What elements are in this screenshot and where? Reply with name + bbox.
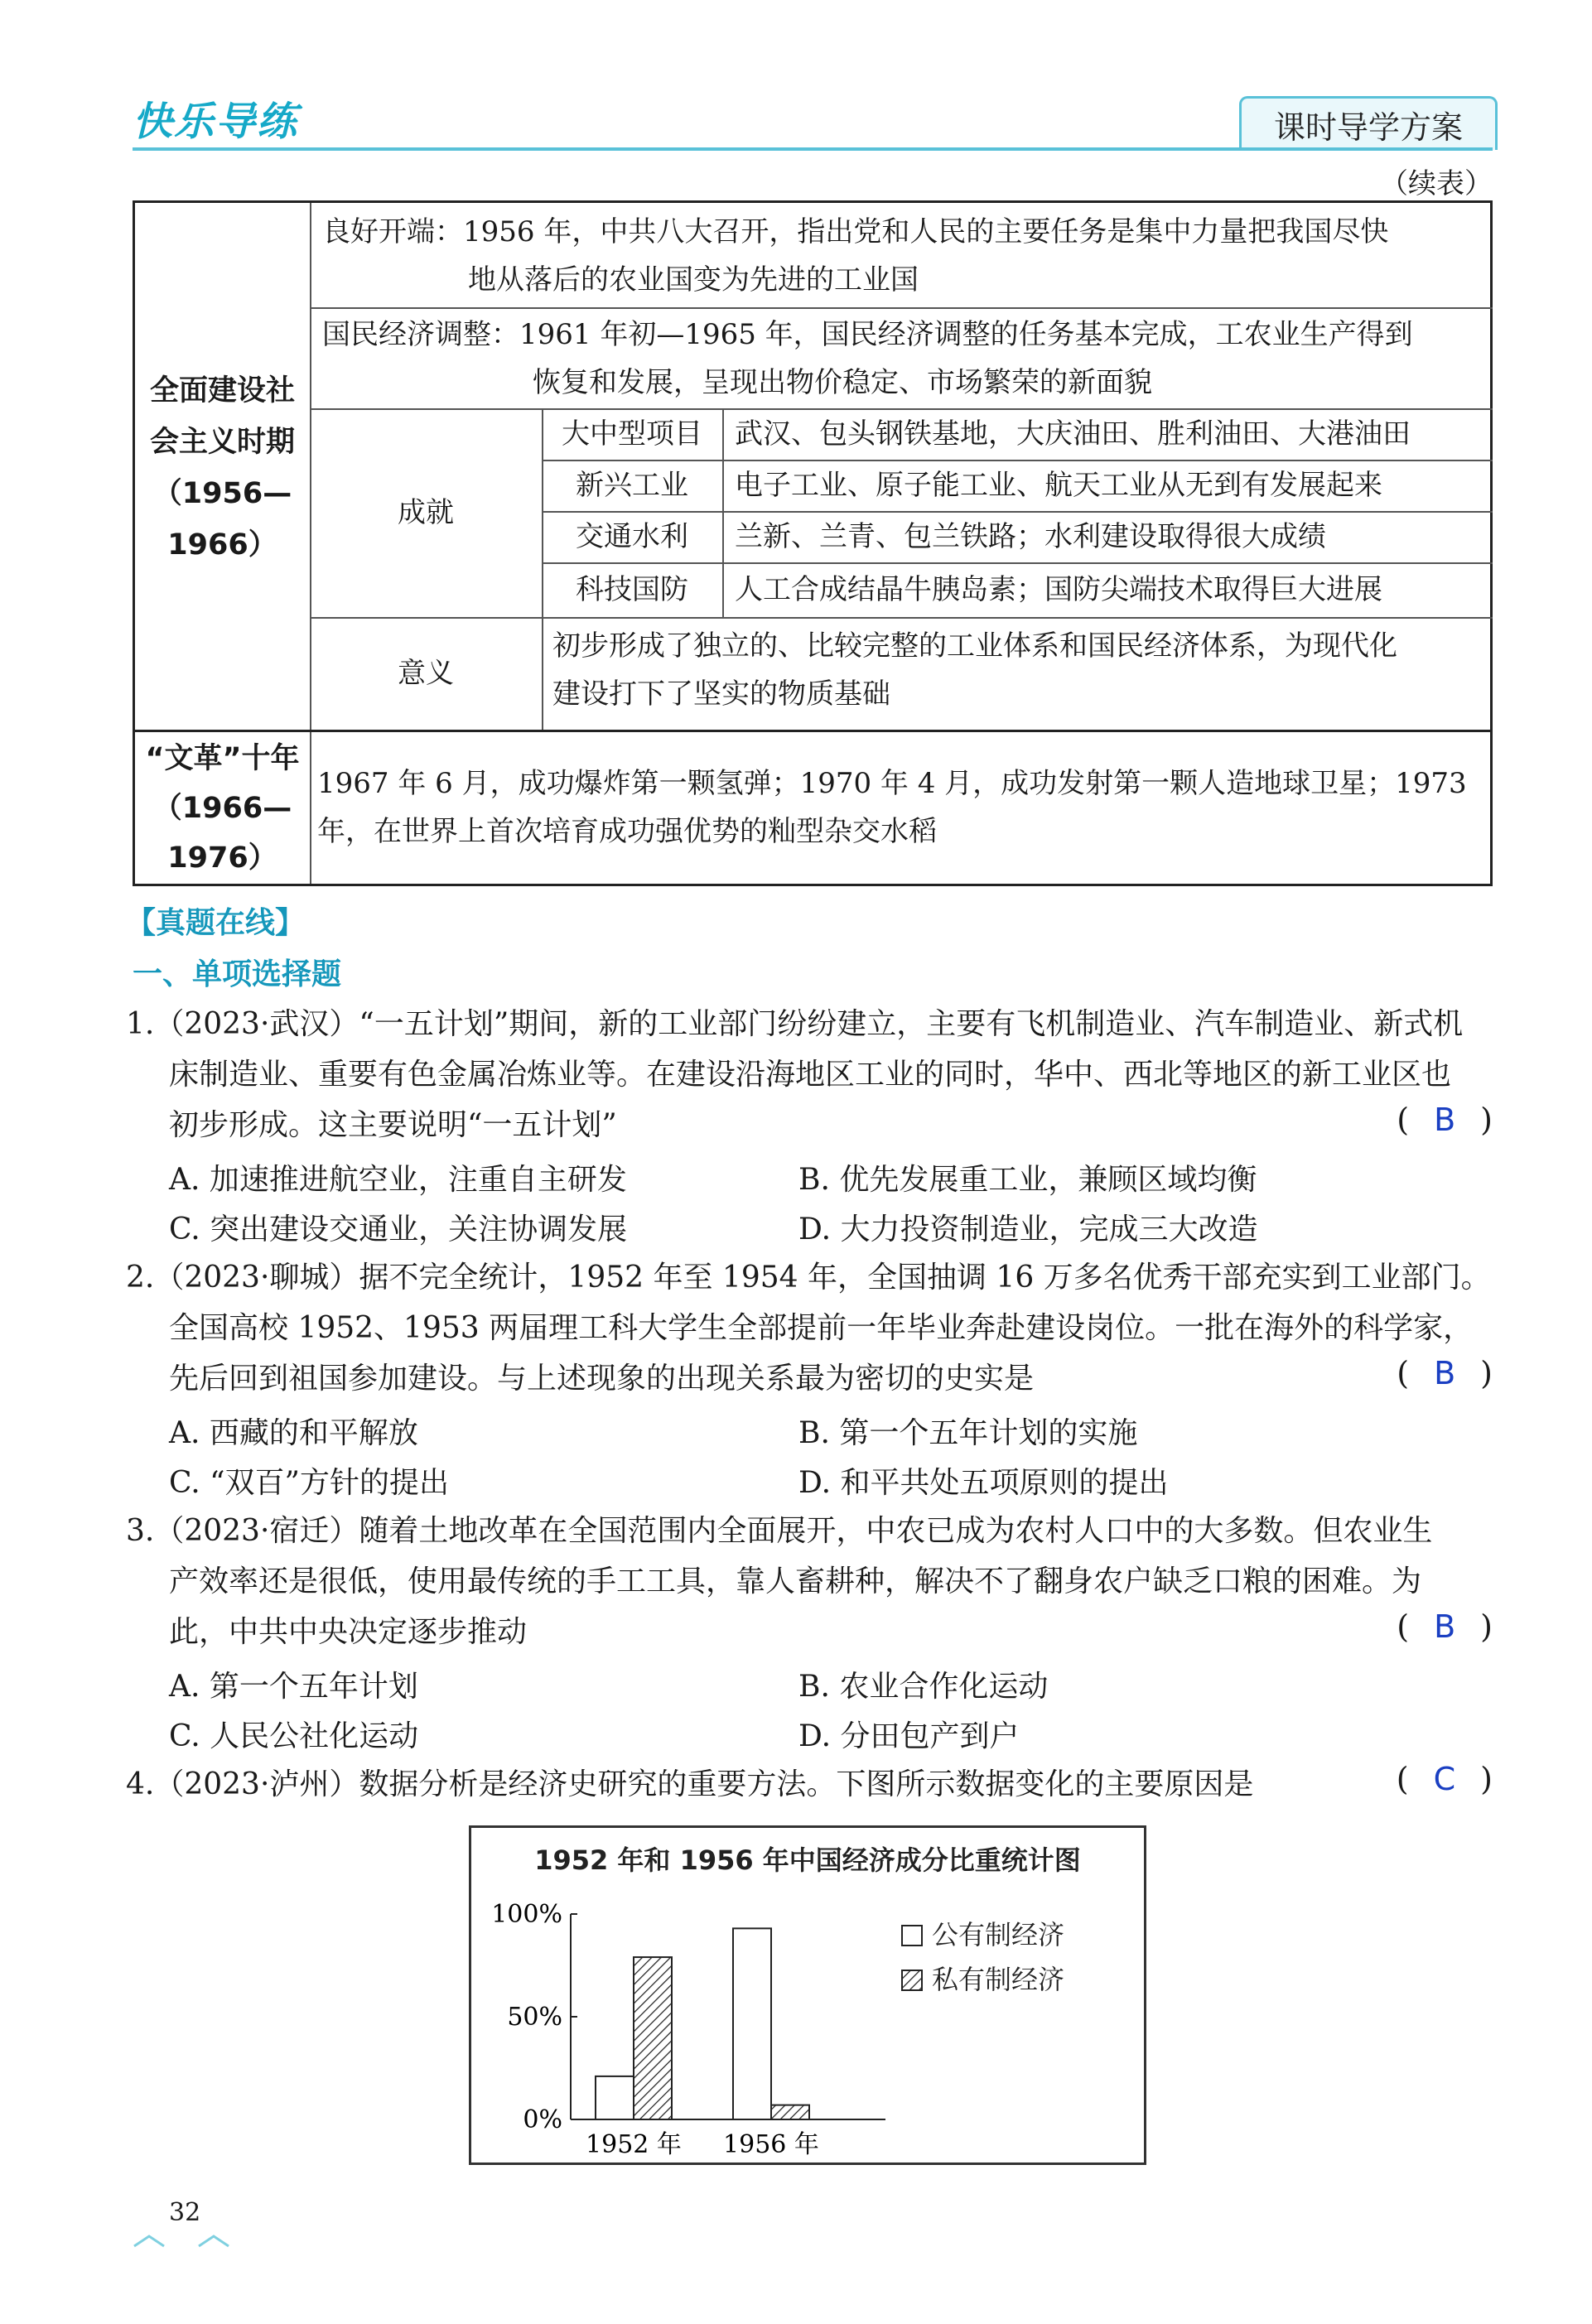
option-c: C. 人民公社化运动 [169, 1719, 419, 1753]
answer-letter: B [1434, 1102, 1456, 1138]
question-line: 床制造业、重要有色金属冶炼业等。在建设沿海地区工业的同时，华中、西北等地区的新工业区也 [169, 1058, 1452, 1092]
option-d: D. 分田包产到户 [798, 1719, 1020, 1753]
achievement-category: 新兴工业 [576, 469, 688, 502]
bar-public-0 [596, 2076, 634, 2119]
y-tick-label: 100% [491, 1900, 562, 1929]
option-c: C. 突出建设交通业，关注协调发展 [169, 1213, 628, 1246]
achievement-category: 交通水利 [576, 520, 688, 553]
period-text: （1956— [152, 477, 292, 510]
achievement-content: 武汉、包头钢铁基地，大庆油田、胜利油田、大港油田 [735, 417, 1411, 451]
y-tick-label: 0% [523, 2105, 562, 2134]
question-4 [126, 1759, 1493, 1810]
option-b: B. 优先发展重工业，兼顾区域均衡 [798, 1163, 1257, 1197]
option-c: C. “双百”方针的提出 [169, 1466, 449, 1500]
question-3 [126, 1506, 1493, 1657]
bar-private-0 [634, 1957, 672, 2119]
chart-svg [471, 1828, 1144, 2162]
legend-swatch-private [902, 1970, 922, 1990]
answer-letter: B [1434, 1608, 1456, 1645]
chart-title: 1952 年和 1956 年中国经济成分比重统计图 [534, 1844, 1081, 1876]
table-divider [135, 730, 1493, 732]
header-title: 课时导学方案 [1239, 96, 1498, 150]
option-b: B. 农业合作化运动 [798, 1670, 1049, 1704]
question-line: 此，中共中央决定逐步推动 [169, 1615, 528, 1649]
good-start-line1: 良好开端：1956 年，中共八大召开，指出党和人民的主要任务是集中力量把我国尽快 [322, 215, 1389, 248]
option-d: D. 大力投资制造业，完成三大改造 [798, 1213, 1258, 1246]
question-line: 1.（2023·武汉）“一五计划”期间，新的工业部门纷纷建立，主要有飞机制造业、汽车制造业、新式机 [126, 1007, 1464, 1041]
continued-label: （续表） [1380, 167, 1493, 200]
header-divider [133, 147, 1493, 151]
page-number: 32 [169, 2198, 201, 2227]
achievement-content: 电子工业、原子能工业、航天工业从无到有发展起来 [735, 469, 1382, 502]
achievement-category: 大中型项目 [562, 417, 702, 451]
answer-3: ( B ) [1397, 1608, 1493, 1645]
subsection-title: 一、单项选择题 [133, 957, 342, 991]
legend-public: 公有制经济 [932, 1919, 1065, 1950]
question-line: 先后回到祖国参加建设。与上述现象的出现关系最为密切的史实是 [169, 1362, 1035, 1396]
option-a: A. 西藏的和平解放 [169, 1416, 418, 1450]
meaning-label: 意义 [398, 657, 454, 690]
question-line: 3.（2023·宿迁）随着土地改革在全国范围内全面展开，中农已成为农村人口中的大多数。但农业生 [126, 1514, 1433, 1548]
legend-private: 私有制经济 [932, 1964, 1065, 1995]
achievement-content: 人工合成结晶牛胰岛素；国防尖端技术取得巨大进展 [735, 573, 1382, 606]
option-a: A. 第一个五年计划 [169, 1670, 418, 1704]
question-line: 产效率还是很低，使用最传统的手工工具，靠人畜耕种，解决不了翻身农户缺乏口粮的困难。为 [169, 1565, 1422, 1598]
question-line: 2.（2023·聊城）据不完全统计，1952 年至 1954 年，全国抽调 16 万多名优秀干部充实到工业部门。 [126, 1261, 1491, 1295]
bar-public-1 [733, 1928, 771, 2119]
legend-swatch-public [902, 1926, 922, 1946]
period-text: （1966— [152, 792, 292, 825]
y-tick-label: 50% [507, 2003, 562, 2032]
answer-2: ( B ) [1397, 1355, 1493, 1391]
period-label-1956 [135, 335, 310, 600]
table-divider [722, 408, 724, 617]
adjust-line2: 恢复和发展，呈现出物价稳定、市场繁荣的新面貌 [533, 366, 1152, 399]
period-text: 会主义时期 [149, 426, 295, 459]
period-text: 1976） [167, 841, 277, 875]
option-b: B. 第一个五年计划的实施 [798, 1416, 1138, 1450]
meaning-line1: 初步形成了独立的、比较完整的工业体系和国民经济体系，为现代化 [552, 629, 1397, 663]
adjust-line1: 国民经济调整：1961 年初—1965 年，国民经济调整的任务基本完成，工农业生产得到 [322, 318, 1413, 351]
section-title: 【真题在线】 [126, 906, 306, 940]
answer-4: ( C ) [1396, 1761, 1493, 1797]
bar-private-1 [771, 2105, 809, 2119]
question-line: 全国高校 1952、1953 两届理工科大学生全部提前一年毕业奔赴建设岗位。一批在海外的科学家， [169, 1311, 1474, 1345]
good-start-line2: 地从落后的农业国变为先进的工业国 [468, 263, 919, 297]
meaning-line2: 建设打下了坚实的物质基础 [552, 677, 890, 711]
history-table [133, 200, 1493, 886]
question-1 [126, 999, 1493, 1150]
period-text: 1966） [167, 528, 277, 562]
question-line: 初步形成。这主要说明“一五计划” [169, 1108, 617, 1142]
option-d: D. 和平共处五项原则的提出 [798, 1466, 1169, 1500]
cultural-rev-line1: 1967 年 6 月，成功爆炸第一颗氢弹；1970 年 4 月，成功发射第一颗人造地球卫星；1973 [317, 767, 1467, 800]
cultural-rev-line2: 年，在世界上首次培育成功强优势的籼型杂交水稻 [317, 815, 937, 848]
period-text: “文革”十年 [145, 742, 300, 775]
table-divider [310, 307, 1493, 309]
period-label-1966 [135, 733, 310, 884]
page-decoration-icon [133, 2228, 232, 2253]
achievement-label: 成就 [398, 496, 454, 529]
economy-chart [469, 1825, 1146, 2165]
x-tick-label: 1952 年 [586, 2130, 682, 2159]
answer-1: ( B ) [1397, 1102, 1493, 1138]
brand-logo: 快乐导练 [133, 99, 299, 145]
period-text: 全面建设社 [149, 374, 295, 407]
question-line: 4.（2023·泸州）数据分析是经济史研究的重要方法。下图所示数据变化的主要原因是 [126, 1767, 1254, 1801]
question-2 [126, 1252, 1493, 1404]
option-a: A. 加速推进航空业，注重自主研发 [169, 1163, 627, 1197]
x-tick-label: 1956 年 [723, 2130, 819, 2159]
achievement-content: 兰新、兰青、包兰铁路；水利建设取得很大成绩 [735, 520, 1326, 553]
answer-letter: C [1433, 1761, 1456, 1797]
achievement-category: 科技国防 [576, 573, 688, 606]
answer-letter: B [1434, 1355, 1456, 1391]
